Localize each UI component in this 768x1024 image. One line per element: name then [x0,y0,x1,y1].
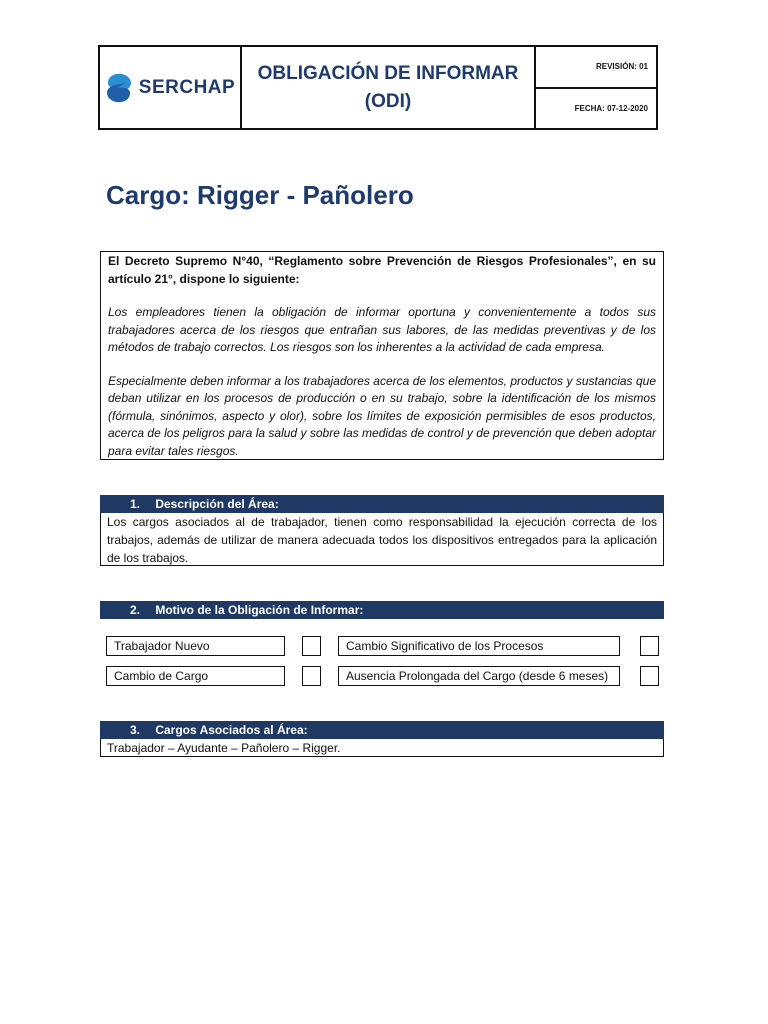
logo [100,47,242,128]
serchap-logo-icon [105,72,133,104]
section-2-header [100,601,664,619]
section-2-number: 2. [130,603,141,617]
section-2-title: Motivo de la Obligación de Informar: [155,603,364,617]
decree-paragraph-1: Los empleadores tienen la obligación de informar oportuna y convenientemente a todos sus trabajadores acerca de los riesgos que entrañan sus labores, de las medidas preventivas y de los métodos de trabajo correctos. Los riesgos son los inherentes a la actividad de cada empresa. [108,305,656,354]
checkbox-ausencia-prolongada[interactable] [640,666,659,686]
checkbox-trabajador-nuevo[interactable] [302,636,321,656]
option-trabajador-nuevo: Trabajador Nuevo [106,636,285,656]
document-header [98,45,658,130]
page-title: Cargo: Rigger - Pañolero [106,180,414,210]
title-line-2: (ODI) [364,90,412,112]
section-3-header [100,721,664,739]
section-1-title: Descripción del Área: [155,497,279,511]
section-1-body: Los cargos asociados al de trabajador, tienen como responsabilidad la ejecución correcta de los trabajos, además de utilizar de manera adecuada todos los dispositivos entregados para la aplicación de los trabajos. [100,513,664,566]
date-label: FECHA: 07-12-2020 [536,87,656,129]
revision-label: REVISIÓN: 01 [595,62,648,72]
decree-lead: El Decreto Supremo N°40, “Reglamento sobre Prevención de Riesgos Profesionales”, en su artículo 21°, dispone lo siguiente: [108,254,656,286]
decree-box [100,251,664,460]
option-cambio-significativo: Cambio Significativo de los Procesos [338,636,620,656]
option-cambio-de-cargo: Cambio de Cargo [106,666,285,686]
document-meta [536,47,656,128]
checkbox-cambio-de-cargo[interactable] [302,666,321,686]
section-3-number: 3. [130,723,141,737]
section-3-title: Cargos Asociados al Área: [155,723,308,737]
title-line-1: OBLIGACIÓN DE INFORMAR [257,62,519,84]
decree-paragraph-2: Especialmente deben informar a los trabajadores acerca de los elementos, productos y sustancias que deban utilizar en los procesos de producción o en su trabajo, sobre la identificación de los mismos (fórmula, sinónimos, aspecto y olor), sobre los límites de exposición permisibles de esos productos, acerca de los peligros para la salud y sobre las medidas de control y de prevención que deben adoptar para evitar tales riesgos. [108,373,656,458]
option-ausencia-prolongada: Ausencia Prolongada del Cargo (desde 6 meses) [338,666,620,686]
section-3-body: Trabajador – Ayudante – Pañolero – Rigger. [100,739,664,757]
section-1-number: 1. [130,497,141,511]
checkbox-cambio-significativo[interactable] [640,636,659,656]
brand-name: SERCHAP [138,76,236,98]
section-1-header [100,495,664,513]
document-title [242,47,536,128]
